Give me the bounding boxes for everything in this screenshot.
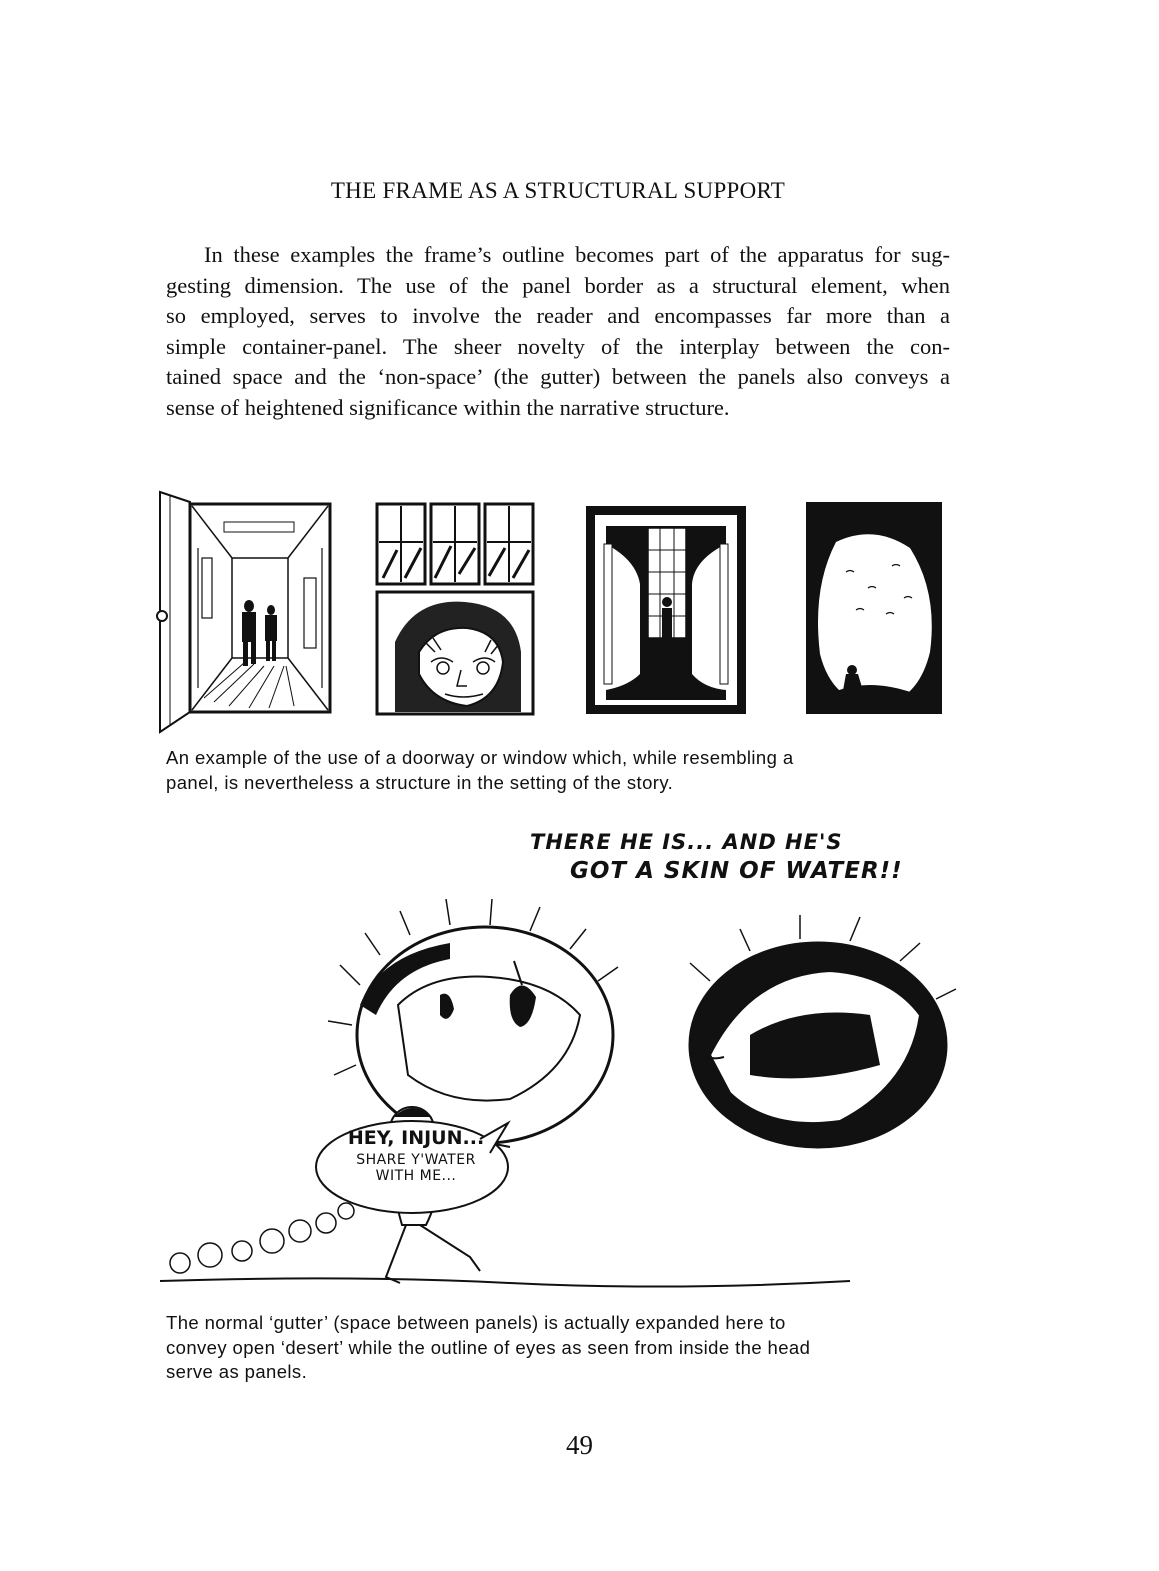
- caption-line: The normal ‘gutter’ (space between panels) is actually expanded here to: [166, 1312, 786, 1333]
- doorway-panel-illustration: [154, 488, 334, 734]
- paragraph-line: simple container-panel. The sheer novelty of the interplay between the con-: [166, 333, 950, 359]
- caption-line: serve as panels.: [166, 1361, 308, 1382]
- paragraph-line: so employed, serves to involve the reader and encompasses far more than a: [166, 303, 950, 329]
- speech-balloon-line: WITH ME...: [375, 1168, 457, 1184]
- comic-shout-line: THERE HE IS... AND HE'S: [530, 830, 843, 854]
- speech-balloon-line: SHARE Y'WATER: [356, 1152, 476, 1168]
- body-paragraph: [166, 240, 950, 424]
- caption-line: An example of the use of a doorway or window which, while resembling a: [166, 747, 794, 768]
- caption-line: panel, is nevertheless a structure in the setting of the story.: [166, 771, 674, 793]
- page-number: 49: [566, 1430, 593, 1460]
- caption-line: convey open ‘desert’ while the outline of eyes as seen from inside the head: [166, 1336, 811, 1358]
- caption-gutter-example: [166, 1311, 810, 1385]
- paragraph-line: In these examples the frame’s outline becomes part of the apparatus for sug-: [204, 242, 950, 267]
- caption-doorway-example: [166, 746, 794, 795]
- paragraph-line: sense of heightened significance within the narrative structure.: [166, 394, 730, 420]
- comic-shout-line: GOT A SKIN OF WATER!!: [570, 858, 903, 884]
- cave-opening-illustration: [806, 502, 942, 714]
- speech-balloon-line: HEY, INJUN...: [347, 1127, 485, 1149]
- desert-eyes-comic-illustration: [150, 885, 960, 1305]
- paragraph-line: tained space and the ‘non-space’ (the gutter) between the panels also conveys a: [166, 364, 950, 390]
- page-heading: THE FRAME AS A STRUCTURAL SUPPORT: [330, 178, 786, 203]
- paragraph-line: gesting dimension. The use of the panel border as a structural element, when: [166, 272, 950, 298]
- framed-room-illustration: [584, 504, 748, 716]
- window-panel-illustration: [375, 502, 535, 716]
